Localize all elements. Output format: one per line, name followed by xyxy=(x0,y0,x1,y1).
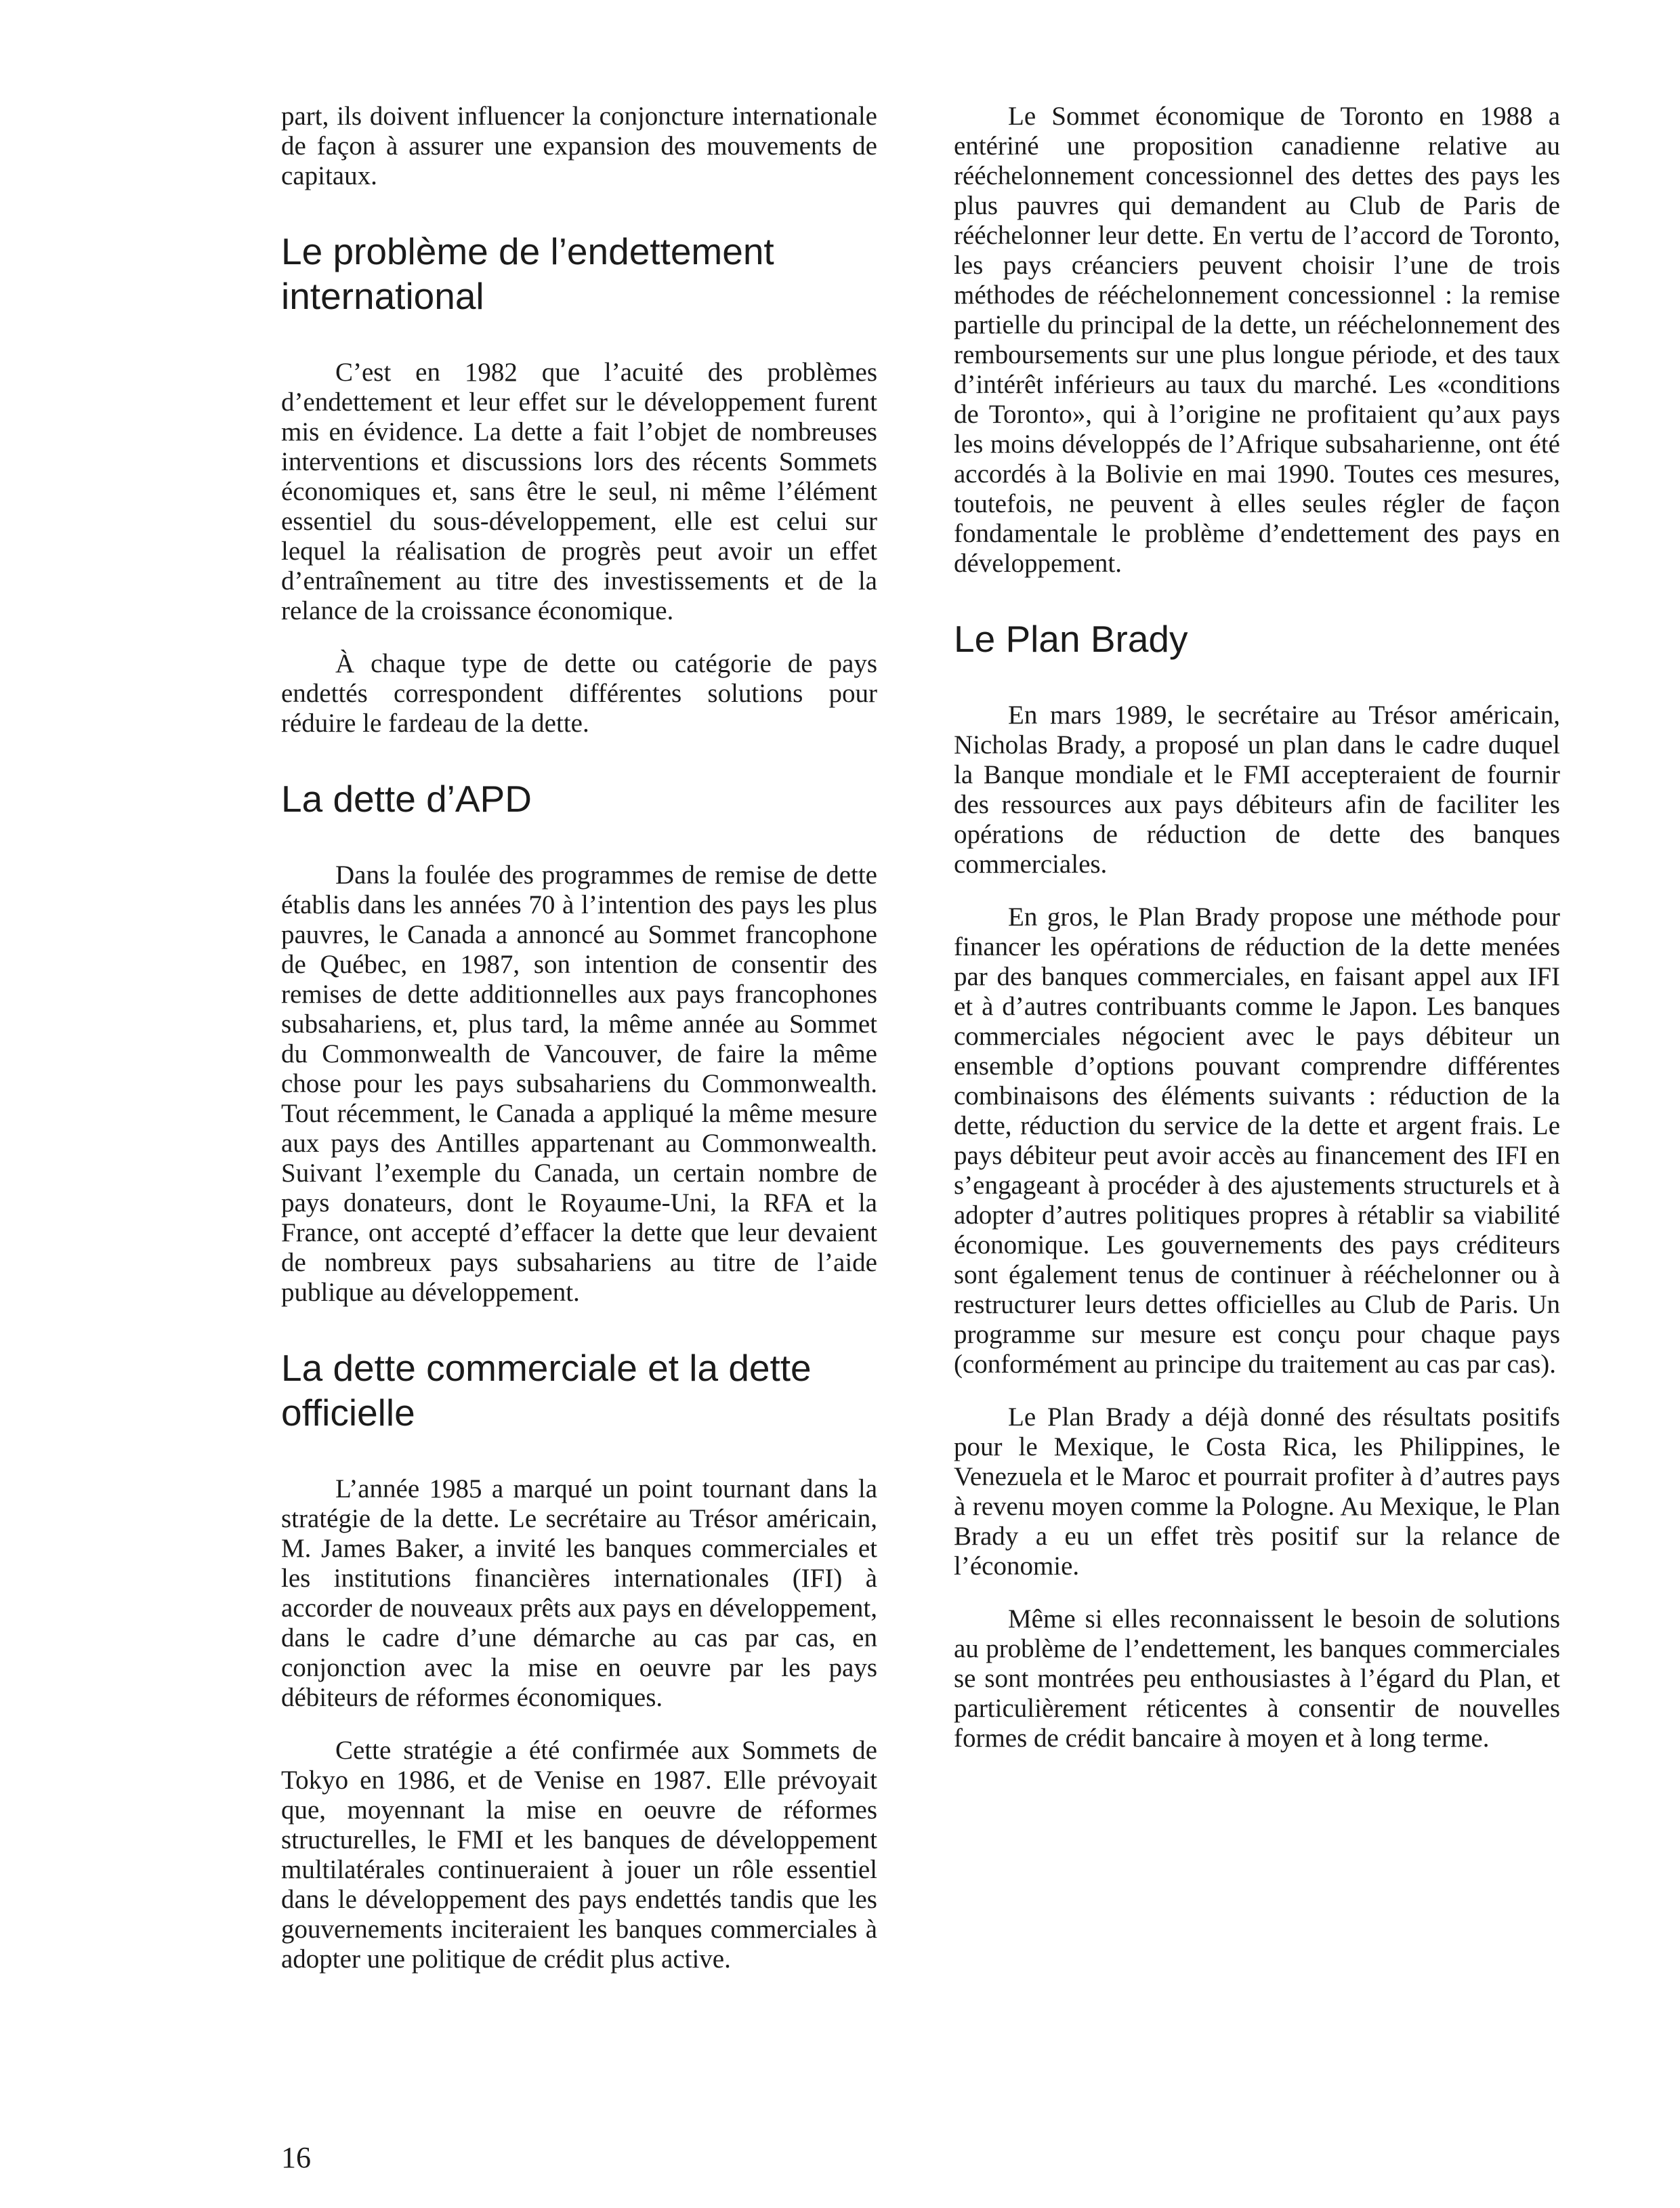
intro-paragraph: part, ils doivent influencer la conjoncture internationale de façon à assurer une expansion des mouvements de capitaux. xyxy=(281,102,877,190)
left-column xyxy=(281,102,877,1997)
paragraph: En mars 1989, le secrétaire au Trésor américain, Nicholas Brady, a proposé un plan dans le cadre duquel la Banque mondiale et le FMI accepteraient de fournir des ressources aux pays débiteurs afin de faciliter les opérations de réduction de dette des banques commerciales. xyxy=(954,701,1560,879)
toronto-paragraph: Le Sommet économique de Toronto en 1988 a entériné une proposition canadienne relative au rééchelonnement concessionnel des dettes des pays les plus pauvres qui demandent au Club de Paris de rééchelonner leur dette. En vertu de l’accord de Toronto, les pays créanciers peuvent choisir l’une de trois méthodes de rééchelonnement concessionnel : la remise partielle du principal de la dette, un rééchelonnement des remboursements sur une plus longue période, et des taux d’intérêt inférieurs au taux du marché. Les «conditions de Toronto», qui à l’origine ne profitaient qu’aux pays les moins développés de l’Afrique subsaharienne, ont été accordés à la Bolivie en mai 1990. Toutes ces mesures, toutefois, ne peuvent à elles seules régler de façon fondamentale le problème d’endettement des pays en développement. xyxy=(954,102,1560,578)
paragraph: En gros, le Plan Brady propose une méthode pour financer les opérations de réduction de la dette menées par des banques commerciales, en faisant appel aux IFI et à d’autres contribuants comme le Japon. Les banques commerciales négocient avec le pays débiteur un ensemble d’options pouvant comprendre différentes combinaisons des éléments suivants : réduction de la dette, réduction du service de la dette et argent frais. Le pays débiteur peut avoir accès au financement des IFI en s’engageant à procéder à des ajustements structurels et à adopter d’autres politiques propres à rétablir sa viabilité économique. Les gouvernements des pays créditeurs sont également tenus de continuer à rééchelonner ou à restructurer leurs dettes officielles au Club de Paris. Un programme sur mesure est conçu pour chaque pays (conformément au principe du traitement au cas par cas). xyxy=(954,902,1560,1379)
heading-dette-commerciale: La dette commerciale et la dette officielle xyxy=(281,1347,812,1434)
paragraph: Dans la foulée des programmes de remise de dette établis dans les années 70 à l’intention des pays les plus pauvres, le Canada a annoncé au Sommet francophone de Québec, en 1987, son intention de consentir des remises de dette additionnelles aux pays francophones subsahariens, et, plus tard, la même année au Sommet du Commonwealth de Vancouver, de faire la même chose pour les pays subsahariens du Commonwealth. Tout récemment, le Canada a appliqué la même mesure aux pays des Antilles appartenant au Commonwealth. Suivant l’exemple du Canada, un certain nombre de pays donateurs, dont le Royaume-Uni, la RFA et la France, ont accepté d’effacer la dette que leur devaient de nombreux pays subsahariens au titre de l’aide publique au développement. xyxy=(281,860,877,1307)
paragraph: L’année 1985 a marqué un point tournant dans la stratégie de la dette. Le secrétaire au Trésor américain, M. James Baker, a invité les banques commerciales et les institutions financières internationales (IFI) à accorder de nouveaux prêts aux pays en développement, dans le cadre d’une démarche au cas par cas, en conjonction avec la mise en oeuvre par les pays débiteurs de réformes économiques. xyxy=(281,1474,877,1712)
paragraph: Le Plan Brady a déjà donné des résultats positifs pour le Mexique, le Costa Rica, les Philippines, le Venezuela et le Maroc et pourrait profiter à d’autres pays à revenu moyen comme la Pologne. Au Mexique, le Plan Brady a eu un effet très positif sur la relance de l’économie. xyxy=(954,1402,1560,1581)
paragraph: Cette stratégie a été confirmée aux Sommets de Tokyo en 1986, et de Venise en 1987. Elle prévoyait que, moyennant la mise en oeuvre de réformes structurelles, le FMI et les banques de développement multilatérales continueraient à jouer un rôle essentiel dans le développement des pays endettés tandis que les gouvernements inciteraient les banques commerciales à adopter une politique de crédit plus active. xyxy=(281,1736,877,1974)
page-number: 16 xyxy=(281,2141,311,2174)
paragraph: C’est en 1982 que l’acuité des problèmes d’endettement et leur effet sur le développement furent mis en évidence. La dette a fait l’objet de nombreuses interventions et discussions lors des récents Sommets économiques et, sans être le seul, ni même l’élément essentiel du sous-développement, elle est celui sur lequel la réalisation de progrès peut avoir un effet d’entraînement au titre des investissements et de la relance de la croissance économique. xyxy=(281,358,877,625)
heading-plan-brady: Le Plan Brady xyxy=(954,618,1188,660)
paragraph: À chaque type de dette ou catégorie de pays endettés correspondent différentes solutions pour réduire le fardeau de la dette. xyxy=(281,649,877,738)
heading-dette-apd: La dette d’APD xyxy=(281,778,532,820)
right-column xyxy=(954,102,1560,1776)
paragraph: Même si elles reconnaissent le besoin de solutions au problème de l’endettement, les banques commerciales se sont montrées peu enthousiastes à l’égard du Plan, et particulièrement réticentes à consentir de nouvelles formes de crédit bancaire à moyen et à long terme. xyxy=(954,1604,1560,1753)
heading-endettement-international: Le problème de l’endettement international xyxy=(281,230,774,317)
